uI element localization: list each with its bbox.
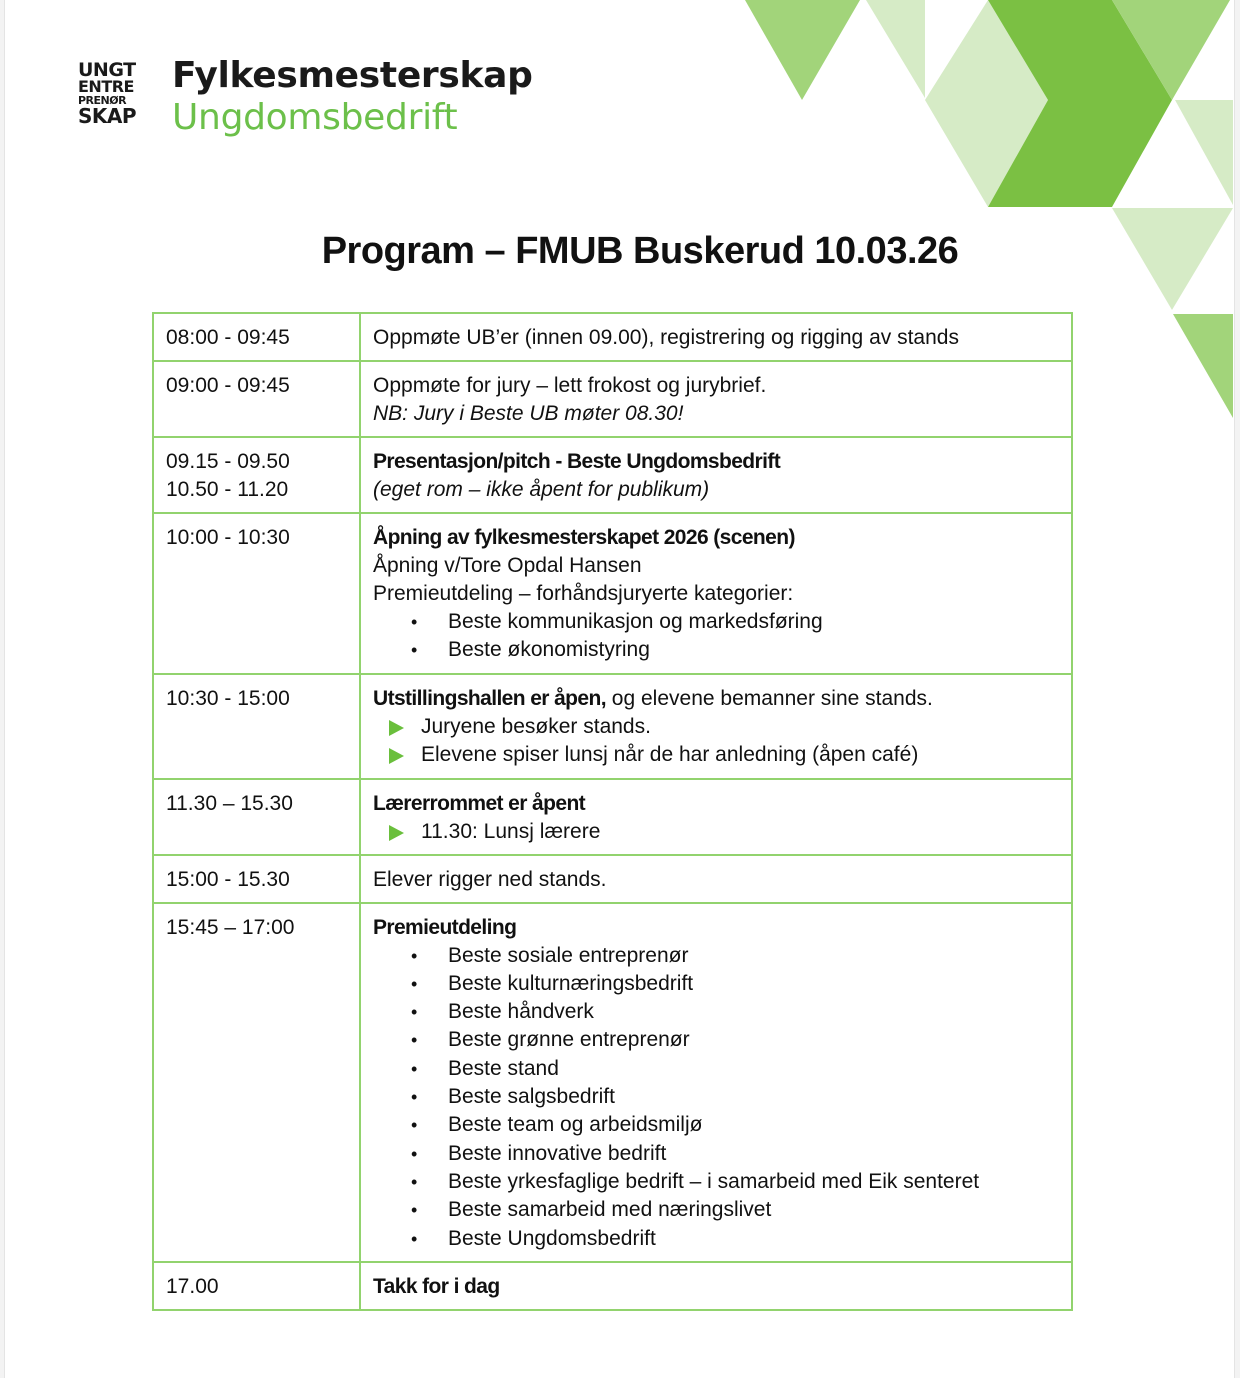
- time-text: 11.30 – 15.30: [166, 791, 293, 815]
- triangle-mid-3: [1173, 314, 1233, 418]
- page-edge-left: [0, 0, 5, 1378]
- time-cell: [153, 674, 360, 779]
- activity-cell: [360, 903, 1072, 1262]
- logo-line: UNGT: [78, 59, 136, 81]
- triangle-mid-2: [1112, 0, 1230, 100]
- logo-line: ENTRE: [78, 77, 134, 96]
- time-cell: [153, 513, 360, 674]
- list-item: • Beste grønne entreprenør: [448, 1026, 1060, 1054]
- list-item: • Beste håndverk: [448, 998, 1060, 1026]
- list-item: • Beste kulturnæringsbedrift: [448, 970, 1060, 998]
- time-text: 10:30 - 15:00: [166, 686, 290, 710]
- time-text: 10:00 - 10:30: [166, 526, 290, 549]
- bullet-list: [373, 608, 1060, 665]
- triangle-light-2: [1175, 100, 1233, 205]
- activity-cell: [360, 361, 1072, 437]
- time-cell: [153, 1262, 360, 1310]
- table-row: [153, 513, 1072, 674]
- list-item: [421, 713, 1060, 741]
- time-cell: [153, 903, 360, 1262]
- activity-cell: [360, 779, 1072, 855]
- time-text: 15:45 – 17:00: [166, 915, 295, 939]
- page-edge-right: [1234, 0, 1240, 1378]
- activity-cell: [360, 513, 1072, 674]
- activity-text: Oppmøte UB’er (innen 09.00), registrering og rigging av stands: [373, 326, 959, 349]
- activity-cell: [360, 674, 1072, 779]
- time-text: 17.00: [166, 1274, 219, 1298]
- activity-cell: [360, 437, 1072, 513]
- logo-line: SKAP: [78, 104, 137, 128]
- time-text: 10.50 - 11.20: [166, 478, 289, 501]
- bullet-list: [373, 942, 1060, 1253]
- diamond-light: [925, 0, 1048, 207]
- table-row: [153, 361, 1072, 437]
- list-item: • Beste team og arbeidsmiljø: [448, 1111, 1060, 1139]
- logo-line: PRENØR: [78, 94, 127, 107]
- list-item-text: Elevene spiser lunsj når de har anledning (åpen café): [421, 742, 919, 766]
- activity-heading: Premieutdeling: [373, 915, 517, 939]
- time-cell: [153, 361, 360, 437]
- arrow-right-icon: [389, 825, 404, 841]
- arrow-list: [373, 713, 1060, 769]
- time-text: 09.15 - 09.50: [166, 450, 290, 473]
- chevron-dark: [988, 0, 1172, 207]
- activity-text: og elevene bemanner sine stands.: [605, 686, 933, 710]
- triangle-mid-1: [745, 0, 860, 100]
- list-item: • Beste samarbeid med næringslivet: [448, 1196, 1060, 1224]
- activity-heading: Lærerrommet er åpent: [373, 791, 586, 815]
- activity-note: (eget rom – ikke åpent for publikum): [373, 478, 710, 501]
- list-item-text: 11.30: Lunsj lærere: [421, 819, 601, 843]
- header-title: Fylkesmesterskap: [172, 55, 533, 96]
- list-item: [421, 818, 1060, 846]
- list-item: • Beste innovative bedrift: [448, 1140, 1060, 1168]
- time-cell: [153, 313, 360, 361]
- list-item: • Beste økonomistyring: [448, 636, 1060, 664]
- list-item: • Beste salgsbedrift: [448, 1083, 1060, 1111]
- document-title: Program – FMUB Buskerud 10.03.26: [321, 230, 959, 272]
- time-text: 15:00 - 15.30: [166, 867, 290, 891]
- time-cell: [153, 855, 360, 903]
- activity-heading: Utstillingshallen er åpen,: [373, 686, 606, 710]
- activity-note: NB: Jury i Beste UB møter 08.30!: [373, 402, 684, 425]
- arrow-right-icon: [389, 720, 404, 736]
- activity-cell: [360, 1262, 1072, 1310]
- activity-text: Oppmøte for jury – lett frokost og jurybrief.: [373, 374, 767, 397]
- table-row: [153, 674, 1072, 779]
- triangle-light-1: [866, 0, 925, 98]
- activity-heading: Takk for i dag: [373, 1274, 500, 1298]
- time-cell: [153, 779, 360, 855]
- table-row: [153, 437, 1072, 513]
- activity-text: Premieutdeling – forhåndsjuryerte kategorier:: [373, 582, 794, 605]
- list-item-text: Juryene besøker stands.: [421, 714, 651, 738]
- table-row: [153, 779, 1072, 855]
- time-text: 09:00 - 09:45: [166, 374, 290, 397]
- ue-logo: [78, 61, 148, 126]
- list-item: • Beste kommunikasjon og markedsføring: [448, 608, 1060, 636]
- list-item: • Beste Ungdomsbedrift: [448, 1225, 1060, 1253]
- activity-cell: [360, 855, 1072, 903]
- list-item: • Beste stand: [448, 1055, 1060, 1083]
- activity-cell: [360, 313, 1072, 361]
- arrow-right-icon: [389, 748, 404, 764]
- table-row: [153, 1262, 1072, 1310]
- time-cell: [153, 437, 360, 513]
- activity-text: Åpning v/Tore Opdal Hansen: [373, 554, 642, 577]
- activity-heading: Åpning av fylkesmesterskapet 2026 (scenen): [373, 526, 795, 549]
- time-text: 08:00 - 09:45: [166, 326, 290, 349]
- table-row: [153, 313, 1072, 361]
- activity-heading: Presentasjon/pitch - Beste Ungdomsbedrift: [373, 450, 781, 473]
- list-item: • Beste yrkesfaglige bedrift – i samarbeid med Eik senteret: [448, 1168, 1060, 1196]
- table-row: [153, 903, 1072, 1262]
- program-table: [152, 312, 1073, 1311]
- list-item: • Beste sosiale entreprenør: [448, 942, 1060, 970]
- activity-text: Elever rigger ned stands.: [373, 867, 607, 891]
- header-subtitle: Ungdomsbedrift: [172, 97, 458, 138]
- arrow-list: [373, 818, 1060, 846]
- table-row: [153, 855, 1072, 903]
- list-item: [421, 741, 1060, 769]
